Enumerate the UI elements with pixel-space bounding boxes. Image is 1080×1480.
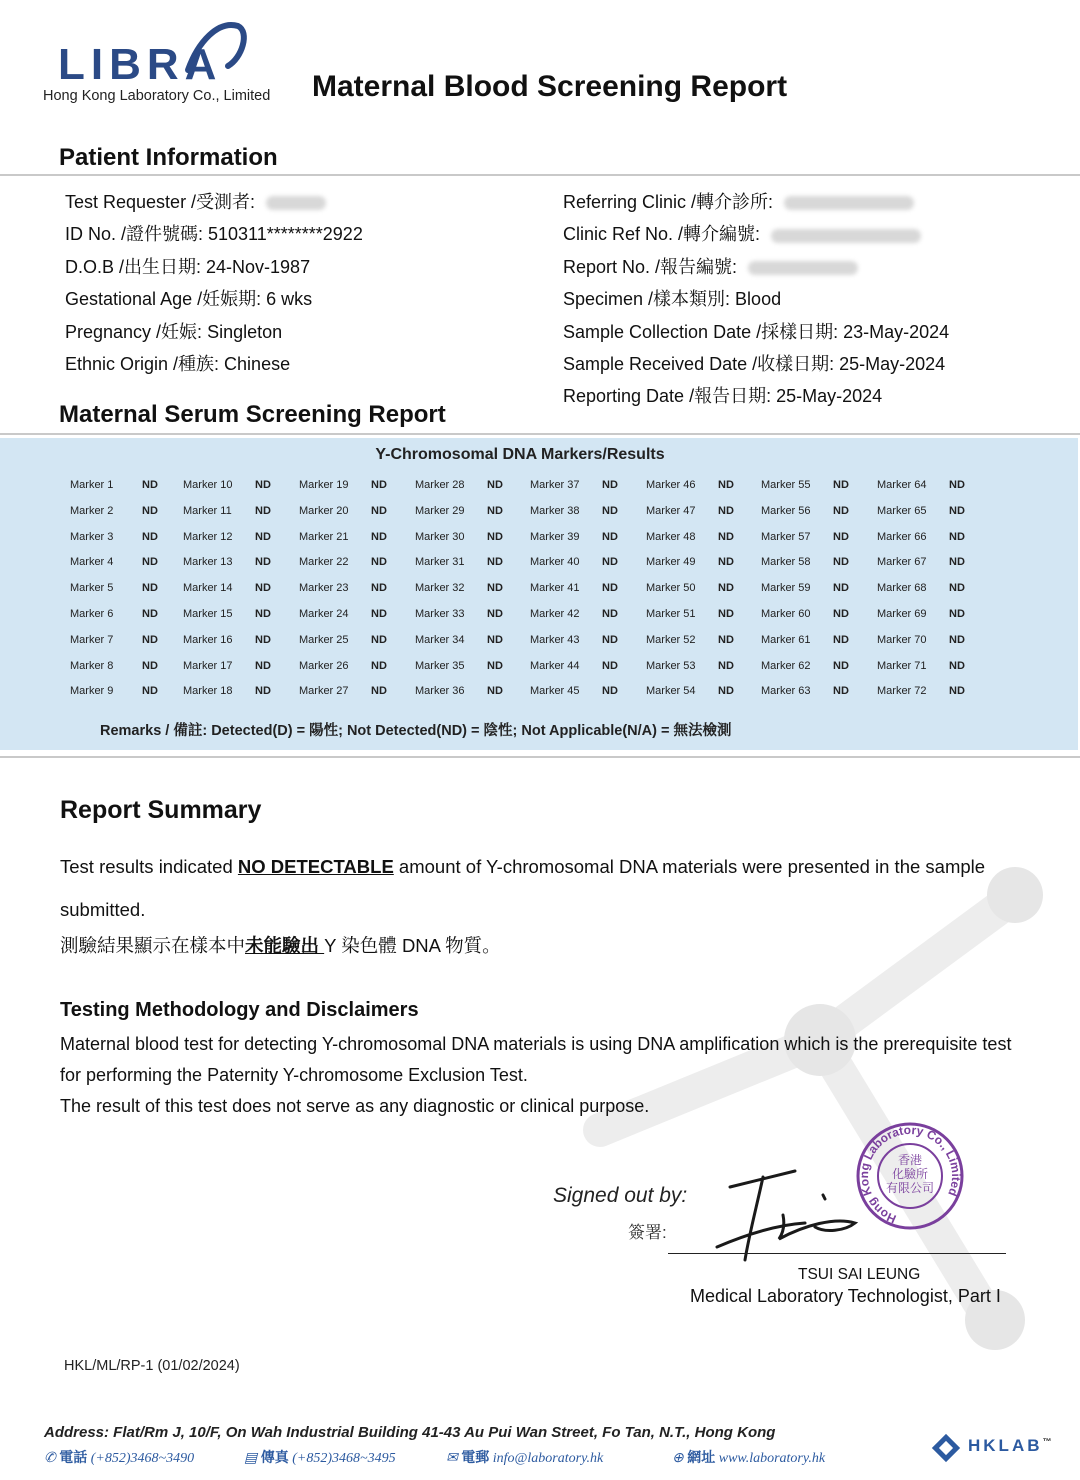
info-row bbox=[65, 253, 310, 279]
marker-label: Marker 43 bbox=[530, 633, 580, 646]
company-logo: LIBRA bbox=[58, 40, 223, 89]
marker-label: Marker 7 bbox=[70, 633, 114, 646]
phone-label: 電話 bbox=[59, 1451, 91, 1466]
marker-result: ND bbox=[602, 530, 618, 543]
marker-result: ND bbox=[487, 504, 503, 517]
marker-label: Marker 14 bbox=[183, 582, 233, 595]
marker-result: ND bbox=[833, 633, 849, 646]
marker-label: Marker 45 bbox=[530, 685, 580, 698]
marker-label: Marker 6 bbox=[70, 608, 114, 620]
footer-address: Address: Flat/Rm J, 10/F, On Wah Industrial Building 41-43 Au Pui Wan Street, Fo Tan, N.T., Hong Kong bbox=[44, 1424, 776, 1441]
patient-info-title: Patient Information bbox=[59, 144, 278, 171]
marker-result: ND bbox=[833, 530, 849, 543]
marker-label: Marker 61 bbox=[761, 633, 811, 646]
methodology-line-1: Maternal blood test for detecting Y-chromosomal DNA materials is using DNA amplification which is the prerequisite test bbox=[60, 1034, 1012, 1054]
marker-label: Marker 24 bbox=[299, 608, 349, 620]
marker-result: ND bbox=[371, 685, 387, 698]
marker-label: Marker 25 bbox=[299, 633, 349, 646]
info-value: 6 wks bbox=[266, 289, 313, 310]
summary-zh-pre: 測驗結果顯示在樣本中 bbox=[60, 935, 246, 956]
footer-fax bbox=[244, 1447, 396, 1467]
marker-result: ND bbox=[142, 659, 158, 672]
form-code: HKL/ML/RP-1 (01/02/2024) bbox=[64, 1358, 240, 1374]
fax-icon: ▤ bbox=[244, 1451, 258, 1466]
marker-label: Marker 4 bbox=[70, 556, 114, 569]
marker-result: ND bbox=[255, 556, 271, 569]
marker-label: Marker 37 bbox=[530, 479, 580, 491]
marker-result: ND bbox=[371, 633, 387, 646]
marker-label: Marker 70 bbox=[877, 633, 927, 646]
info-row bbox=[563, 350, 945, 376]
hklab-brand-text: HKLAB bbox=[968, 1436, 1043, 1455]
marker-label: Marker 46 bbox=[646, 479, 696, 491]
website-url[interactable]: www.laboratory.hk bbox=[718, 1451, 826, 1466]
serum-report-title: Maternal Serum Screening Report bbox=[59, 401, 446, 428]
marker-label: Marker 34 bbox=[415, 633, 465, 646]
marker-result: ND bbox=[718, 556, 734, 569]
signed-out-label: Signed out by: bbox=[553, 1184, 688, 1207]
marker-result: ND bbox=[371, 582, 387, 595]
marker-label: Marker 9 bbox=[70, 685, 114, 698]
marker-result: ND bbox=[255, 530, 271, 543]
hklab-logo-icon bbox=[928, 1430, 964, 1466]
marker-result: ND bbox=[487, 685, 503, 698]
marker-label: Marker 5 bbox=[70, 582, 114, 595]
marker-result: ND bbox=[833, 608, 849, 620]
marker-result: ND bbox=[255, 633, 271, 646]
info-value: 510311********2922 bbox=[208, 224, 363, 245]
phone-icon: ✆ bbox=[44, 1451, 56, 1466]
marker-label: Marker 49 bbox=[646, 556, 696, 569]
marker-label: Marker 33 bbox=[415, 608, 465, 620]
marker-result: ND bbox=[949, 659, 965, 672]
marker-result: ND bbox=[949, 582, 965, 595]
marker-label: Marker 32 bbox=[415, 582, 465, 595]
divider bbox=[0, 756, 1080, 758]
marker-result: ND bbox=[371, 504, 387, 517]
marker-label: Marker 52 bbox=[646, 633, 696, 646]
marker-result: ND bbox=[602, 685, 618, 698]
marker-label: Marker 28 bbox=[415, 479, 465, 491]
info-row bbox=[65, 285, 312, 311]
marker-result: ND bbox=[833, 582, 849, 595]
info-label: Sample Collection Date /採樣日期: bbox=[563, 321, 844, 342]
marker-result: ND bbox=[718, 479, 734, 491]
globe-icon: ⊕ bbox=[672, 1451, 684, 1466]
marker-label: Marker 30 bbox=[415, 530, 465, 543]
info-row bbox=[563, 318, 949, 344]
hklab-brand bbox=[968, 1436, 1055, 1456]
divider bbox=[0, 433, 1080, 435]
trademark: ™ bbox=[1042, 1436, 1055, 1447]
marker-result: ND bbox=[949, 608, 965, 620]
marker-label: Marker 42 bbox=[530, 608, 580, 620]
marker-result: ND bbox=[602, 479, 618, 491]
info-value: 25-May-2024 bbox=[839, 354, 946, 374]
info-value: Chinese bbox=[224, 354, 291, 374]
marker-label: Marker 71 bbox=[877, 659, 927, 672]
marker-result: ND bbox=[602, 659, 618, 672]
marker-result: ND bbox=[371, 530, 387, 543]
marker-result: ND bbox=[487, 659, 503, 672]
stamp-ring-text: Hong Kong Laboratory Co., Limited bbox=[856, 1122, 964, 1227]
marker-result: ND bbox=[487, 556, 503, 569]
company-seal-stamp bbox=[852, 1120, 968, 1230]
info-value: Singleton bbox=[207, 321, 283, 342]
marker-label: Marker 56 bbox=[761, 504, 811, 517]
marker-result: ND bbox=[487, 633, 503, 646]
methodology-title: Testing Methodology and Disclaimers bbox=[60, 999, 419, 1021]
marker-result: ND bbox=[487, 530, 503, 543]
marker-result: ND bbox=[949, 685, 965, 698]
marker-label: Marker 27 bbox=[299, 685, 349, 698]
signature-line bbox=[668, 1253, 1006, 1254]
marker-result: ND bbox=[142, 556, 158, 569]
info-label: D.O.B /出生日期: bbox=[65, 256, 207, 277]
info-value: Blood bbox=[735, 289, 782, 310]
marker-result: ND bbox=[833, 504, 849, 517]
stamp-center-line-1: 香港 bbox=[897, 1153, 923, 1167]
marker-label: Marker 39 bbox=[530, 530, 580, 543]
methodology-line-3: The result of this test does not serve as any diagnostic or clinical purpose. bbox=[60, 1096, 650, 1116]
summary-text-en bbox=[60, 856, 985, 878]
marker-result: ND bbox=[718, 685, 734, 698]
marker-result: ND bbox=[602, 556, 618, 569]
marker-result: ND bbox=[602, 504, 618, 517]
info-label: Report No. /報告編號: bbox=[563, 256, 743, 277]
marker-label: Marker 53 bbox=[646, 659, 696, 672]
signer-name: TSUI SAI LEUNG bbox=[798, 1266, 921, 1283]
marker-result: ND bbox=[487, 479, 503, 491]
marker-result: ND bbox=[371, 659, 387, 672]
marker-result: ND bbox=[602, 608, 618, 620]
marker-result: ND bbox=[487, 582, 503, 595]
footer-email[interactable] bbox=[446, 1447, 603, 1467]
marker-label: Marker 8 bbox=[70, 659, 114, 672]
marker-result: ND bbox=[602, 582, 618, 595]
marker-result: ND bbox=[255, 582, 271, 595]
redacted-value bbox=[748, 261, 858, 275]
info-row bbox=[65, 318, 282, 344]
summary-zh-emphasis: 未能驗出 bbox=[245, 935, 325, 956]
marker-result: ND bbox=[142, 479, 158, 491]
marker-result: ND bbox=[371, 479, 387, 491]
marker-label: Marker 36 bbox=[415, 685, 465, 698]
marker-result: ND bbox=[142, 530, 158, 543]
marker-label: Marker 20 bbox=[299, 504, 349, 517]
fax-label: 傳真 bbox=[260, 1451, 293, 1466]
info-row bbox=[65, 188, 326, 214]
info-label: Pregnancy /妊娠: bbox=[65, 321, 208, 342]
info-value: 23-May-2024 bbox=[843, 321, 950, 342]
report-title: Maternal Blood Screening Report bbox=[312, 70, 788, 103]
marker-label: Marker 69 bbox=[877, 608, 927, 620]
summary-zh-post: Y 染色體 DNA 物質。 bbox=[324, 935, 501, 956]
info-label: Reporting Date /報告日期: bbox=[563, 386, 777, 407]
info-row bbox=[563, 382, 882, 408]
info-label: Test Requester /受測者: bbox=[65, 192, 261, 212]
marker-result: ND bbox=[142, 504, 158, 517]
marker-result: ND bbox=[371, 556, 387, 569]
email-icon: ✉ bbox=[446, 1451, 458, 1466]
web-label: 網址 bbox=[687, 1451, 719, 1466]
email-label: 電郵 bbox=[461, 1451, 493, 1466]
marker-label: Marker 29 bbox=[415, 504, 465, 517]
marker-label: Marker 41 bbox=[530, 582, 580, 595]
marker-label: Marker 65 bbox=[877, 504, 927, 517]
marker-label: Marker 23 bbox=[299, 582, 349, 595]
marker-result: ND bbox=[949, 479, 965, 491]
info-value: 25-May-2024 bbox=[776, 386, 883, 407]
marker-label: Marker 16 bbox=[183, 633, 233, 646]
summary-title: Report Summary bbox=[60, 796, 262, 824]
marker-label: Marker 15 bbox=[183, 608, 233, 620]
marker-result: ND bbox=[142, 582, 158, 595]
marker-result: ND bbox=[718, 608, 734, 620]
summary-pre: Test results indicated bbox=[60, 856, 238, 877]
marker-label: Marker 67 bbox=[877, 556, 927, 569]
info-label: Referring Clinic /轉介診所: bbox=[563, 192, 779, 212]
marker-label: Marker 48 bbox=[646, 530, 696, 543]
marker-result: ND bbox=[255, 608, 271, 620]
redacted-value bbox=[266, 196, 326, 210]
marker-result: ND bbox=[487, 608, 503, 620]
info-row bbox=[563, 188, 914, 214]
marker-label: Marker 62 bbox=[761, 659, 811, 672]
marker-label: Marker 21 bbox=[299, 530, 349, 543]
redacted-value bbox=[784, 196, 914, 210]
info-row bbox=[65, 350, 290, 376]
summary-text-zh bbox=[60, 932, 501, 958]
marker-result: ND bbox=[949, 530, 965, 543]
marker-result: ND bbox=[142, 608, 158, 620]
info-label: ID No. /證件號碼: bbox=[65, 224, 209, 245]
fax-number: (+852)3468~3495 bbox=[292, 1451, 396, 1466]
summary-text-en-cont: submitted. bbox=[60, 899, 146, 920]
marker-label: Marker 63 bbox=[761, 685, 811, 698]
stamp-center-line-3: 有限公司 bbox=[885, 1181, 935, 1195]
info-label: Ethnic Origin /種族: bbox=[65, 354, 225, 374]
marker-label: Marker 2 bbox=[70, 504, 114, 517]
marker-result: ND bbox=[949, 556, 965, 569]
marker-label: Marker 54 bbox=[646, 685, 696, 698]
marker-label: Marker 51 bbox=[646, 608, 696, 620]
marker-result: ND bbox=[142, 633, 158, 646]
marker-label: Marker 66 bbox=[877, 530, 927, 543]
marker-label: Marker 64 bbox=[877, 479, 927, 491]
marker-result: ND bbox=[949, 633, 965, 646]
marker-label: Marker 44 bbox=[530, 659, 580, 672]
methodology-line-2: for performing the Paternity Y-chromosome Exclusion Test. bbox=[60, 1065, 528, 1085]
marker-result: ND bbox=[718, 582, 734, 595]
info-row bbox=[65, 220, 363, 246]
marker-result: ND bbox=[255, 685, 271, 698]
marker-label: Marker 72 bbox=[877, 685, 927, 698]
signed-out-label-zh: 簽署: bbox=[628, 1223, 667, 1242]
marker-result: ND bbox=[949, 504, 965, 517]
marker-label: Marker 57 bbox=[761, 530, 811, 543]
marker-label: Marker 10 bbox=[183, 479, 233, 491]
marker-result: ND bbox=[833, 479, 849, 491]
marker-result: ND bbox=[142, 685, 158, 698]
signer-title: Medical Laboratory Technologist, Part I bbox=[690, 1286, 1001, 1306]
info-row bbox=[563, 285, 781, 311]
phone-number: (+852)3468~3490 bbox=[90, 1451, 195, 1466]
marker-label: Marker 58 bbox=[761, 556, 811, 569]
marker-result: ND bbox=[255, 479, 271, 491]
marker-label: Marker 47 bbox=[646, 504, 696, 517]
marker-label: Marker 18 bbox=[183, 685, 233, 698]
marker-result: ND bbox=[255, 659, 271, 672]
stamp-center-line-2: 化驗所 bbox=[891, 1167, 929, 1181]
info-label: Sample Received Date /收樣日期: bbox=[563, 354, 840, 374]
info-row bbox=[563, 253, 858, 279]
company-name: Hong Kong Laboratory Co., Limited bbox=[43, 88, 271, 104]
marker-result: ND bbox=[833, 685, 849, 698]
marker-result: ND bbox=[833, 659, 849, 672]
divider bbox=[0, 174, 1080, 176]
marker-label: Marker 59 bbox=[761, 582, 811, 595]
marker-result: ND bbox=[833, 556, 849, 569]
info-value: 24-Nov-1987 bbox=[206, 256, 311, 277]
marker-label: Marker 35 bbox=[415, 659, 465, 672]
marker-label: Marker 12 bbox=[183, 530, 233, 543]
markers-title: Y-Chromosomal DNA Markers/Results bbox=[375, 446, 665, 463]
redacted-value bbox=[771, 229, 921, 243]
marker-label: Marker 40 bbox=[530, 556, 580, 569]
marker-label: Marker 38 bbox=[530, 504, 580, 517]
info-label: Gestational Age /妊娠期: bbox=[65, 289, 267, 310]
marker-result: ND bbox=[718, 504, 734, 517]
marker-label: Marker 22 bbox=[299, 556, 349, 569]
marker-label: Marker 26 bbox=[299, 659, 349, 672]
summary-emphasis: NO DETECTABLE bbox=[237, 856, 394, 877]
marker-result: ND bbox=[602, 633, 618, 646]
footer-website[interactable] bbox=[672, 1447, 825, 1467]
info-row bbox=[563, 220, 921, 246]
email-address[interactable]: info@laboratory.hk bbox=[492, 1451, 604, 1466]
marker-label: Marker 19 bbox=[299, 479, 349, 491]
marker-label: Marker 11 bbox=[183, 504, 232, 517]
marker-label: Marker 55 bbox=[761, 479, 811, 491]
markers-remarks: Remarks / 備註: Detected(D) = 陽性; Not Detected(ND) = 陰性; Not Applicable(N/A) = 無法檢測 bbox=[100, 723, 732, 739]
marker-result: ND bbox=[718, 633, 734, 646]
marker-label: Marker 31 bbox=[415, 556, 465, 569]
footer-phone bbox=[44, 1447, 194, 1467]
marker-label: Marker 1 bbox=[70, 479, 114, 491]
marker-result: ND bbox=[718, 659, 734, 672]
summary-post: amount of Y-chromosomal DNA materials were presented in the sample bbox=[393, 856, 986, 877]
info-label: Clinic Ref No. /轉介編號: bbox=[563, 224, 766, 245]
marker-label: Marker 60 bbox=[761, 608, 811, 620]
marker-result: ND bbox=[718, 530, 734, 543]
marker-result: ND bbox=[255, 504, 271, 517]
marker-label: Marker 50 bbox=[646, 582, 696, 595]
info-label: Specimen /樣本類別: bbox=[563, 289, 736, 310]
marker-result: ND bbox=[371, 608, 387, 620]
marker-label: Marker 68 bbox=[877, 582, 927, 595]
marker-label: Marker 3 bbox=[70, 530, 114, 543]
marker-label: Marker 17 bbox=[183, 659, 233, 672]
marker-label: Marker 13 bbox=[183, 556, 233, 569]
